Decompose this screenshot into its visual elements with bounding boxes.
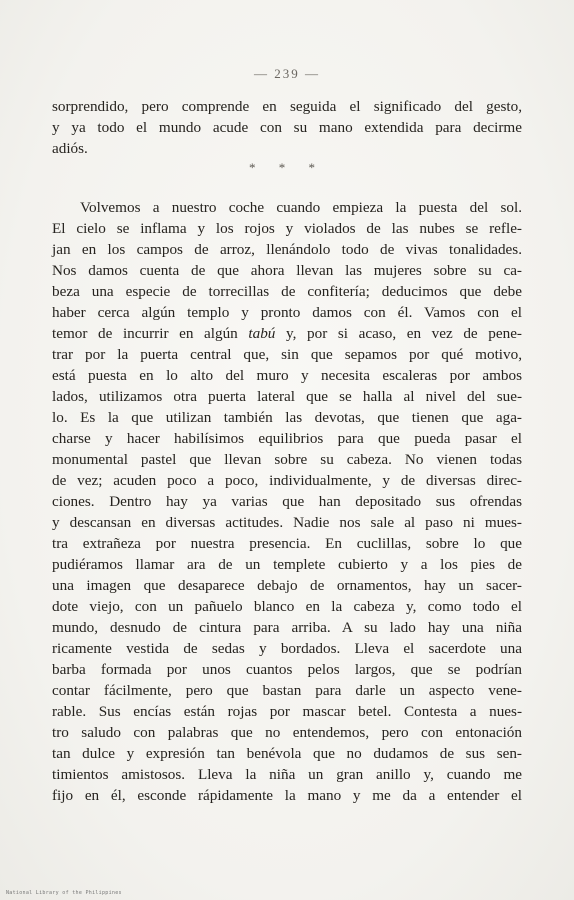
section-separator: * * * (249, 160, 325, 175)
text-line: dote viejo, con un pañuelo blanco en la cabeza y, como todo el (52, 598, 522, 615)
text-line: timientos amistosos. Lleva la niña un gran anillo y, cuando me (52, 766, 522, 783)
text-line: lo. Es la que utilizan también las devotas, que tienen que aga- (52, 409, 522, 426)
text-line: una imagen que desaparece debajo de ornamentos, hay un sacer- (52, 577, 522, 594)
text-line: ciones. Dentro hay ya varias que han depositado sus ofrendas (52, 493, 522, 510)
text-line: trar por la puerta central que, sin que sepamos por qué motivo, (52, 346, 522, 363)
text-line: contar fácilmente, pero que bastan para darle un aspecto vene- (52, 682, 522, 699)
library-footer: National Library of the Philippines (6, 890, 122, 896)
text-line: beza una especie de torrecillas de confitería; deducimos que debe (52, 283, 522, 300)
text-line: El cielo se inflama y los rojos y violados de las nubes se refle- (52, 220, 522, 237)
text-line: charse y hacer habilísimos equilibrios para que pueda pasar el (52, 430, 522, 447)
text-line: y ya todo el mundo acude con su mano extendida para decirme (52, 119, 522, 136)
text-line: adiós. (52, 140, 88, 157)
text-line-taboo (52, 323, 522, 344)
text-line: y descansan en diversas actitudes. Nadie nos sale al paso ni mues- (52, 514, 522, 531)
page-number: — 239 — (254, 66, 320, 81)
text-line: ricamente vestida de sedas y bordados. Lleva el sacerdote una (52, 640, 522, 657)
text-line: pudiéramos llamar ara de un templete cubierto y a los pies de (52, 556, 522, 573)
intro-paragraph (52, 96, 522, 159)
text-line: Nos damos cuenta de que ahora llevan las mujeres sobre su ca- (52, 262, 522, 279)
text-line: barba formada por unos cuantos pelos largos, que se podrían (52, 661, 522, 678)
text-line: haber cerca algún templo y pronto damos con él. Vamos con el (52, 304, 522, 321)
text-line: tro saludo con palabras que no entendemos, pero con entonación (52, 724, 522, 741)
text-line: sorprendido, pero comprende en seguida el significado del gesto, (52, 98, 522, 115)
text-line: rable. Sus encías están rojas por mascar betel. Contesta a nues- (52, 703, 522, 720)
main-paragraph (52, 197, 522, 806)
italic-word: tabú (248, 325, 276, 342)
text-line: tan dulce y expresión tan benévola que no dudamos de sus sen- (52, 745, 522, 762)
text-line: fijo en él, esconde rápidamente la mano y me da a entender el (52, 787, 522, 804)
text-line: jan en los campos de arroz, llenándolo todo de vivas tonalidades. (52, 241, 522, 258)
text-line: monumental pastel que llevan sobre su cabeza. No vienen todas (52, 451, 522, 468)
text-line: está puesta en lo alto del muro y necesita escaleras por ambos (52, 367, 522, 384)
text-segment: temor de incurrir en algún (52, 325, 249, 342)
text-line: mundo, desnudo de cintura para arriba. A su lado hay una niña (52, 619, 522, 636)
text-line: de vez; acuden poco a poco, individualmente, y de diversas direc- (52, 472, 522, 489)
text-line: Volvemos a nuestro coche cuando empieza la puesta del sol. (80, 199, 522, 216)
text-segment: y, por si acaso, en vez de pene- (275, 325, 522, 342)
text-line: lados, utilizamos otra puerta lateral que se halla al nivel del sue- (52, 388, 522, 405)
text-line: tra extrañeza por nuestra presencia. En cuclillas, sobre lo que (52, 535, 522, 552)
